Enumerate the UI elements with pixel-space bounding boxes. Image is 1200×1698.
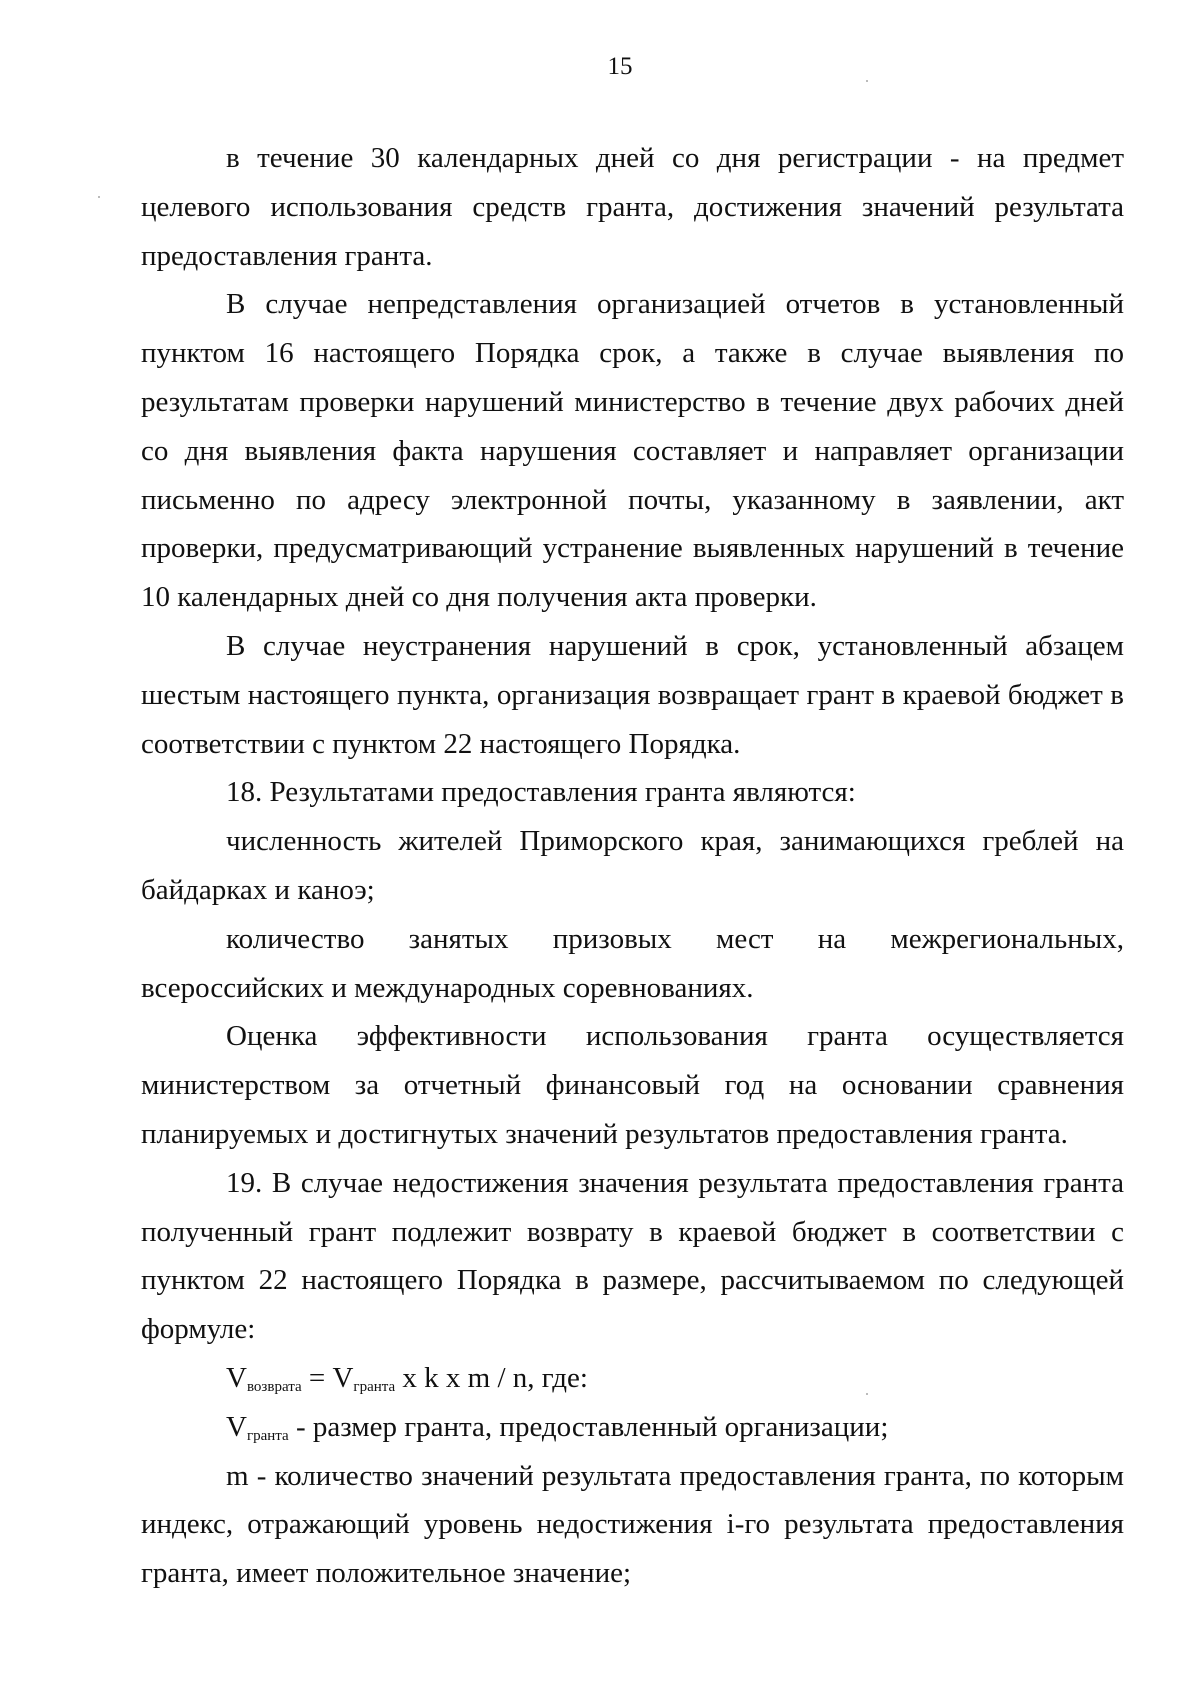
scan-speck	[98, 196, 100, 198]
paragraph-verification-period: в течение 30 календарных дней со дня регистрации - на предмет целевого использования средств гранта, достижения значений результата предоставления гранта.	[141, 142, 1124, 272]
definition-m: m - количество значений результата предоставления гранта, по которым индекс, отражающий уровень недостижения i-го результата предоставления гранта, имеет положительное значение;	[141, 1459, 1124, 1590]
paragraph-result-prizes: количество занятых призовых мест на межрегиональных, всероссийских и международных соревнованиях.	[141, 922, 1124, 1004]
formula-line	[141, 1354, 1124, 1403]
paragraph-report-failure: В случае непредставления организацией отчетов в установленный пунктом 16 настоящего Порядка срок, а также в случае выявления по результатам проверки нарушений министерство в течение двух рабочих дней со дня выявления факта нарушения составляет и направляет организации письменно по адресу электронной почты, указанному в заявлении, акт проверки, предусматривающий устранение выявленных нарушений в течение 10 календарных дней со дня получения акта проверки.	[141, 288, 1124, 614]
definition-v-grant	[141, 1403, 1124, 1452]
paragraph-item-18-heading: 18. Результатами предоставления гранта являются:	[226, 776, 856, 809]
formula-sub-return: возврата	[246, 1378, 302, 1395]
paragraph-item-19: 19. В случае недостижения значения результата предоставления гранта полученный грант подлежит возврату в краевой бюджет в соответствии с пунктом 22 настоящего Порядка в размере, рассчитываемом по следующей формуле:	[141, 1166, 1124, 1346]
page-number: 15	[607, 53, 633, 80]
document-body	[141, 134, 1124, 1598]
formula-v-return: V	[226, 1361, 247, 1394]
paragraph-grant-return: В случае неустранения нарушений в срок, установленный абзацем шестым настоящего пункта, организация возвращает грант в краевой бюджет в соответствии с пунктом 22 настоящего Порядка.	[141, 629, 1124, 760]
definition-v-text: - размер гранта, предоставленный организации;	[288, 1410, 889, 1443]
formula-v-grant: V	[332, 1361, 354, 1394]
formula-equals: =	[301, 1361, 333, 1394]
formula-sub-grant: гранта	[353, 1378, 396, 1395]
scan-speck	[866, 80, 868, 82]
definition-v-symbol: V	[226, 1410, 247, 1443]
paragraph-efficiency-evaluation: Оценка эффективности использования гранта осуществляется министерством за отчетный финансовый год на основании сравнения планируемых и достигнутых значений результатов предоставления гранта.	[141, 1020, 1124, 1150]
scan-speck	[866, 1393, 868, 1395]
paragraph-result-residents: численность жителей Приморского края, занимающихся греблей на байдарках и каноэ;	[141, 825, 1124, 906]
definition-v-sub: гранта	[246, 1427, 289, 1444]
formula-rest: x k x m / n, где:	[395, 1361, 588, 1394]
